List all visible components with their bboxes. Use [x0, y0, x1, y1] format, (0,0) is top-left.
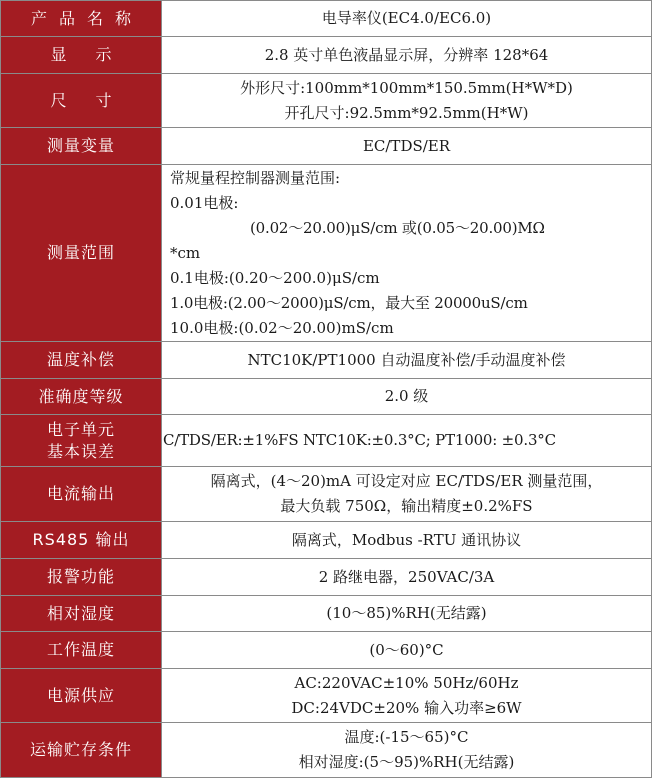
- table-row: [1, 1, 652, 37]
- range-electrode-001-values: (0.02～20.00)μS/cm 或(0.05～20.00)MΩ: [250, 218, 545, 237]
- range-electrode-10: 1.0电极:(2.00～2000)μS/cm，最大至 20000uS/cm: [170, 293, 528, 312]
- row-label-basic-error: 电子单元 基本误差: [1, 415, 162, 467]
- row-value-basic-error: C/TDS/ER:±1%FS NTC10K:±0.3°C; PT1000: ±0.3°C: [162, 415, 652, 467]
- row-value-rs485: 隔离式，Modbus -RTU 通讯协议: [162, 522, 652, 559]
- table-row: [1, 342, 652, 379]
- row-value-current-output: 隔离式，(4～20)mA 可设定对应 EC/TDS/ER 测量范围， 最大负载 750Ω，输出精度±0.2%FS: [162, 467, 652, 522]
- table-row: [1, 559, 652, 596]
- row-value-measured-variable: EC/TDS/ER: [162, 128, 652, 165]
- range-electrode-001-unit-cont: *cm: [170, 243, 201, 262]
- row-label-display: 显 示: [1, 37, 162, 74]
- dimensions-cutout: 开孔尺寸:92.5mm*92.5mm(H*W): [284, 103, 529, 122]
- row-label-accuracy-class: 准确度等级: [1, 379, 162, 415]
- table-row: [1, 467, 652, 522]
- range-electrode-100: 10.0电极:(0.02～20.00)mS/cm: [170, 318, 394, 337]
- row-value-dimensions: [162, 74, 652, 128]
- row-value-measuring-range: [162, 165, 652, 342]
- table-row: [1, 74, 652, 128]
- range-electrode-01: 0.1电极:(0.20～200.0)μS/cm: [170, 268, 380, 287]
- row-label-humidity: 相对湿度: [1, 596, 162, 632]
- row-label-storage: 运输贮存条件: [1, 723, 162, 778]
- row-label-measured-variable: 测量变量: [1, 128, 162, 165]
- range-electrode-001: 0.01电极:: [170, 193, 239, 212]
- row-value-humidity: (10～85)%RH(无结露): [162, 596, 652, 632]
- row-value-alarm: 2 路继电器，250VAC/3A: [162, 559, 652, 596]
- table-row: [1, 522, 652, 559]
- table-row: [1, 669, 652, 723]
- row-label-measuring-range: 测量范围: [1, 165, 162, 342]
- table-row: [1, 165, 652, 342]
- table-row: [1, 632, 652, 669]
- row-label-current-output: 电流输出: [1, 467, 162, 522]
- row-label-working-temp: 工作温度: [1, 632, 162, 669]
- row-label-alarm: 报警功能: [1, 559, 162, 596]
- table-row: [1, 723, 652, 778]
- row-label-dimensions: 尺 寸: [1, 74, 162, 128]
- row-label-power-supply: 电源供应: [1, 669, 162, 723]
- dimensions-outer: 外形尺寸:100mm*100mm*150.5mm(H*W*D): [240, 78, 573, 97]
- row-label-temp-compensation: 温度补偿: [1, 342, 162, 379]
- row-value-power-supply: AC:220VAC±10% 50Hz/60Hz DC:24VDC±20% 输入功率≥6W: [162, 669, 652, 723]
- table-row: [1, 415, 652, 467]
- row-label-product-name: 产品名称: [1, 1, 162, 37]
- table-row: [1, 37, 652, 74]
- table-row: [1, 596, 652, 632]
- row-value-display: 2.8 英寸单色液晶显示屏，分辨率 128*64: [162, 37, 652, 74]
- row-value-accuracy-class: 2.0 级: [162, 379, 652, 415]
- table-row: [1, 128, 652, 165]
- row-value-product-name: 电导率仪(EC4.0/EC6.0): [162, 1, 652, 37]
- table-row: [1, 379, 652, 415]
- range-heading: 常规量程控制器测量范围:: [170, 168, 341, 187]
- row-value-storage: 温度:(-15～65)°C 相对湿度:(5～95)%RH(无结露): [162, 723, 652, 778]
- row-value-working-temp: (0～60)°C: [162, 632, 652, 669]
- row-value-temp-compensation: NTC10K/PT1000 自动温度补偿/手动温度补偿: [162, 342, 652, 379]
- row-label-rs485: RS485 输出: [1, 522, 162, 559]
